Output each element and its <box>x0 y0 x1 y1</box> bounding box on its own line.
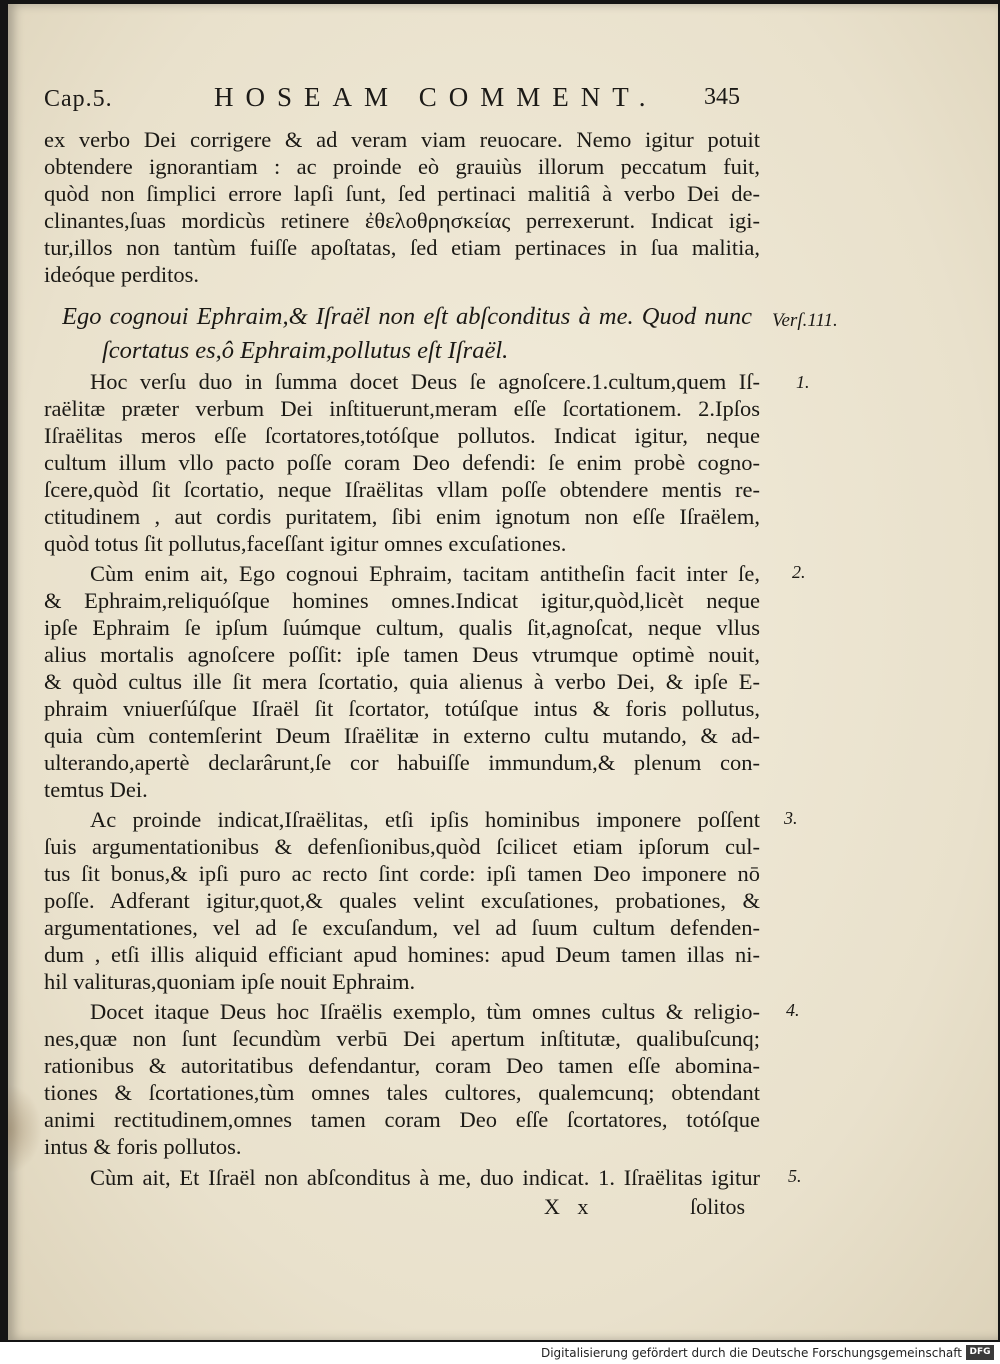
page-number: 345 <box>704 84 740 110</box>
margin-number: 4. <box>786 1000 800 1020</box>
text-line: ſuis argumentationibus & defenſionibus,quòd ſcilicet etiam ipſorum cul- <box>44 834 760 859</box>
text-line: ex verbo Dei corrigere & ad veram viam reuocare. Nemo igitur potuit <box>44 127 760 152</box>
text-line: clinantes,ſuas mordicùs retinere ἐθελοθρησκείας perrexerunt. Indicat igi- <box>44 208 760 233</box>
text-line: ulterando,apertè declarârunt,ſe cor habuiſſe immundum,& plenum con- <box>44 750 760 775</box>
margin-number: 3. <box>784 808 798 828</box>
text-line: Ac proinde indicat,Iſraëlitas, etſi ipſis hominibus imponere poſſent <box>90 807 760 832</box>
paragraph-2 <box>44 560 760 803</box>
margin-number: 1. <box>796 372 810 392</box>
margin-verse-note: Verſ.111. <box>772 310 838 331</box>
text-line: tur,illos non tantùm fuiſſe apoſtatas, ſed etiam pertinaces in ſua malitia, <box>44 235 760 260</box>
text-line: raëlitæ præter verbum Dei inſtituerunt,meram eſſe ſcortationem. 2.Ipſos <box>44 396 760 421</box>
margin-number: 2. <box>792 562 806 582</box>
catchword: ſolitos <box>690 1194 746 1219</box>
text-line: quòd totus ſit pollutus,faceſſant igitur omnes excuſationes. <box>44 531 567 556</box>
text-line: quia cùm contemſerint Deum Iſraëlitæ in externo cultu mutando, & ad- <box>44 723 760 748</box>
text-line: intus & foris pollutos. <box>44 1134 242 1159</box>
text-line: animi rectitudinem,omnes tamen coram Deo eſſe ſcortatores, totóſque <box>44 1107 760 1132</box>
funding-note: Digitalisierung gefördert durch die Deutsche Forschungsgemeinschaft <box>540 1346 962 1360</box>
text-line: quòd non ſimplici errore lapſi ſunt, ſed pertinaci malitiâ à verbo Dei de- <box>44 181 760 206</box>
text-line: alius mortalis agnoſcere poſſit: ipſe tamen Deus vtrumque optimè nouit, <box>44 642 760 667</box>
text-line: temtus Dei. <box>44 777 148 802</box>
paragraph-1 <box>44 368 760 557</box>
catchline <box>44 1192 760 1222</box>
text-line: tus ſit bonus,& ipſi puro ac recto ſint corde: ipſi tamen Deo imponere nō <box>44 861 760 886</box>
text-line: dum , etſi illis aliquid efficiant apud homines: apud Deum tamen illas ni- <box>44 942 760 967</box>
text-line: rationibus & autoritatibus defendantur, coram Deo tamen eſſe abomina- <box>44 1053 760 1078</box>
text-line: ctitudinem , aut cordis puritatem, ſibi enim ignotum non eſſe Iſraëlem, <box>44 504 760 529</box>
text-line: phraim vniuerſúſque Iſraël ſit ſcortator, totúſque intus & foris pollutus, <box>44 696 760 721</box>
text-line: ſcere,quòd ſit ſcortatio, neque Iſraëlitas vllam poſſe obtendere mentis re- <box>44 477 760 502</box>
margin-number: 5. <box>788 1166 802 1186</box>
scripture-lemma <box>62 300 752 368</box>
text-line: ideóque perditos. <box>44 262 199 287</box>
paragraph-4 <box>44 998 760 1160</box>
text-line: Hoc verſu duo in ſumma docet Deus ſe agnoſcere.1.cultum,quem Iſ- <box>90 369 760 394</box>
dfg-logo: DFG <box>966 1345 994 1360</box>
text-line: poſſe. Adferant igitur,quot,& quales velint excuſationes, probationes, & <box>44 888 760 913</box>
chapter-label: Cap.5. <box>44 86 113 112</box>
running-head <box>44 78 774 118</box>
text-line: ipſe Ephraim ſe ipſum ſuúmque cultum, qualis ſit,agnoſcat, neque vllus <box>44 615 760 640</box>
paragraph-5 <box>44 1164 760 1191</box>
text-line: nes,quæ non ſunt ſecundùm verbū Dei apertum inſtitutæ, qualibuſcunq; <box>44 1026 760 1051</box>
signature-mark: X x <box>544 1194 595 1219</box>
paragraph-continued <box>44 126 760 288</box>
text-line: obtendere ignorantiam : ac proinde eò grauiùs illorum peccatum fuit, <box>44 154 760 179</box>
text-line: cultum illum vllo pacto poſſe coram Deo defendi: ſe enim probè cogno- <box>44 450 760 475</box>
text-line: & Ephraim,reliquóſque homines omnes.Indicat igitur,quòd,licèt neque <box>44 588 760 613</box>
spine-stain <box>8 1084 42 1174</box>
text-line: argumentationes, vel ad ſe excuſandum, vel ad ſuum cultum defenden- <box>44 915 760 940</box>
text-line: Iſraëlitas meros eſſe ſcortatores,totóſque pollutos. Indicat igitur, neque <box>44 423 760 448</box>
paragraph-3 <box>44 806 760 995</box>
footer-bar <box>0 1342 1000 1364</box>
text-line: tiones & ſcortationes,tùm omnes tales cultores, qualemcunq; obtendant <box>44 1080 760 1105</box>
lemma-line: Ego cognoui Ephraim,& Iſraël non eſt abſconditus à me. Quod nunc <box>62 303 752 330</box>
text-line: hil valituras,quoniam ipſe nouit Ephraim. <box>44 969 416 994</box>
text-line: & quòd cultus ille ſit mera ſcortatio, quia alienus à verbo Dei, & ipſe E- <box>44 669 760 694</box>
text-line: Docet itaque Deus hoc Iſraëlis exemplo, tùm omnes cultus & religio- <box>90 999 760 1024</box>
text-line: Cùm ait, Et Iſraël non abſconditus à me, duo indicat. 1. Iſraëlitas igitur <box>90 1165 760 1190</box>
running-title: HOSEAM COMMENT. <box>214 82 658 112</box>
text-line: Cùm enim ait, Ego cognoui Ephraim, tacitam antitheſin facit inter ſe, <box>90 561 760 586</box>
lemma-line: ſcortatus es,ô Ephraim,pollutus eſt Iſraël. <box>102 337 509 364</box>
